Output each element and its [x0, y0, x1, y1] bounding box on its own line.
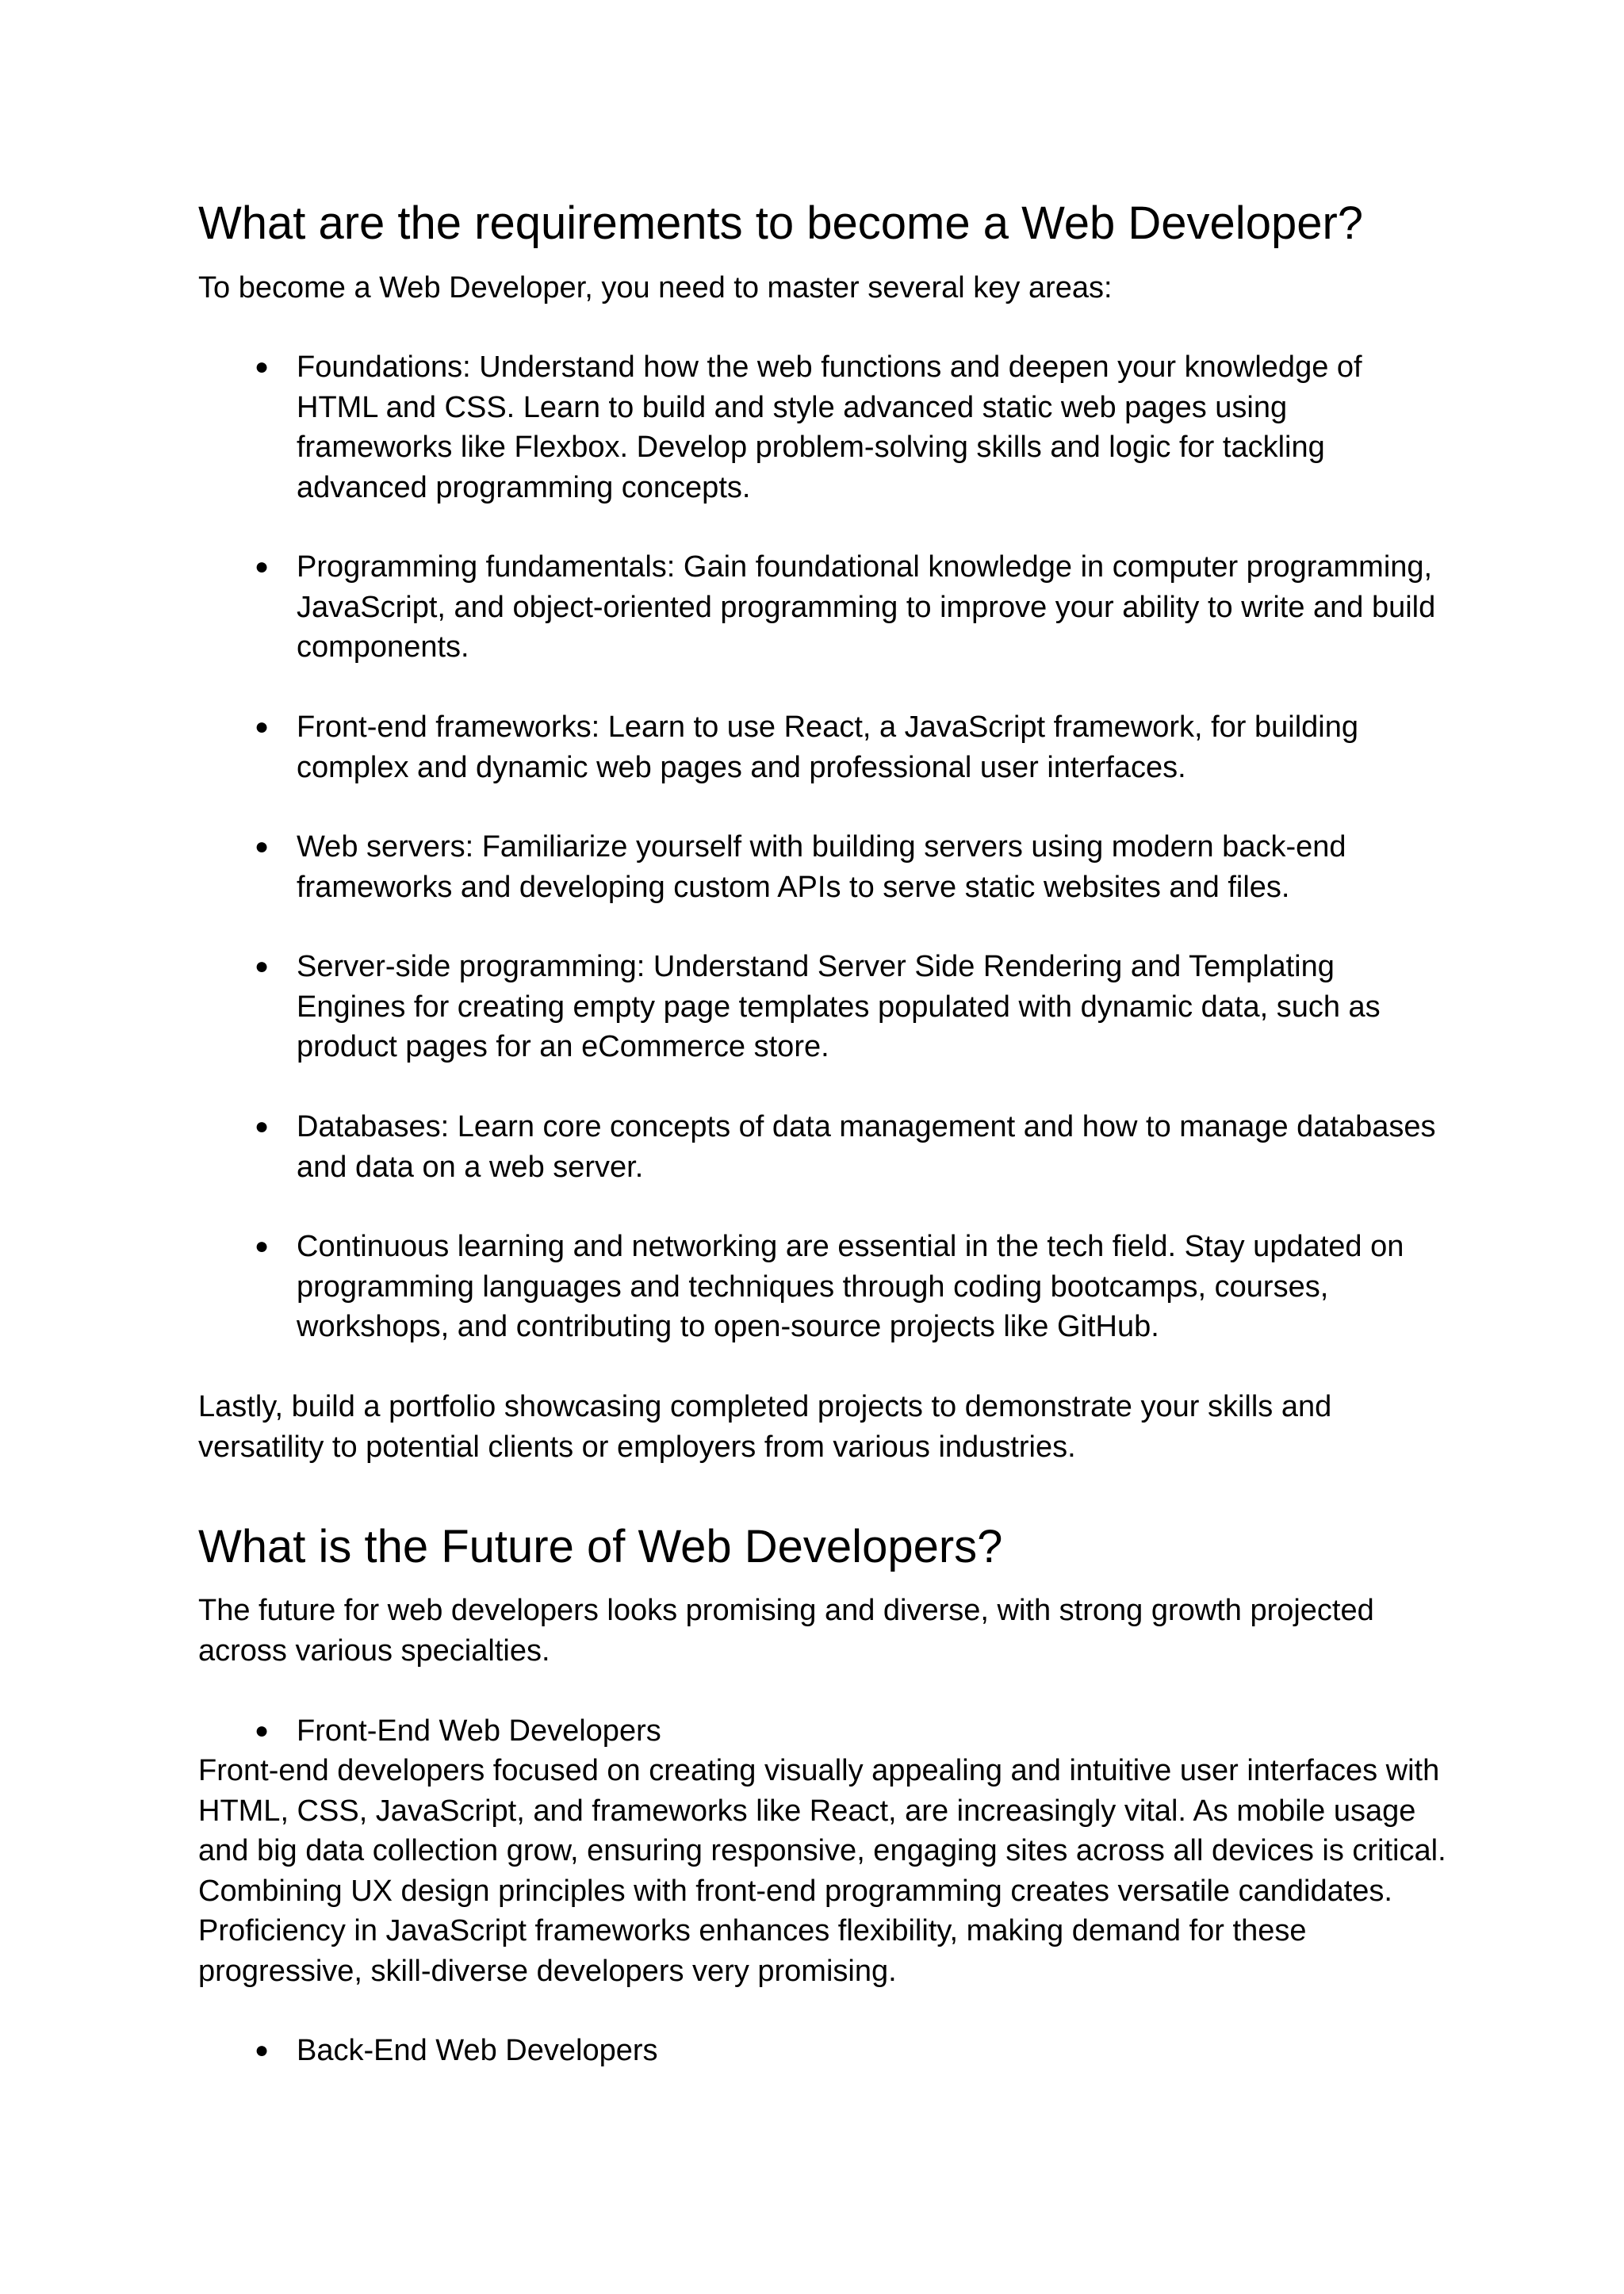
section-intro-future: The future for web developers looks promising and diverse, with strong growth projected across various specialties.: [198, 1594, 1374, 1668]
bullet-icon: ●: [254, 553, 270, 580]
list-item-text: Programming fundamentals: Gain foundational knowledge in computer programming, JavaScript, and object-oriented programming to improve your ability to write and build components.: [297, 550, 1436, 664]
bullet-icon: ●: [254, 953, 270, 979]
list-item: [198, 547, 1451, 668]
list-item: [198, 1227, 1451, 1347]
list-item-text: Front-end frameworks: Learn to use React, a JavaScript framework, for building complex and dynamic web pages and professional user interfaces.: [297, 710, 1359, 784]
bullet-icon: ●: [254, 2037, 270, 2063]
list-item: [198, 1711, 1451, 1752]
bullet-icon: ●: [254, 1233, 270, 1259]
list-item-text: Web servers: Familiarize yourself with building servers using modern back-end frameworks and developing custom APIs to serve static websites and files.: [297, 830, 1346, 904]
section-heading-requirements: What are the requirements to become a Web Developer?: [198, 197, 1364, 249]
list-item: [198, 827, 1451, 907]
list-item-text: Foundations: Understand how the web functions and deepen your knowledge of HTML and CSS. Learn to build and style advanced static web pages using frameworks like Flexbox. Develop problem-solving skills and logic for tackling advanced programming concepts.: [297, 350, 1362, 504]
subsection-body-frontend: Front-end developers focused on creating visually appealing and intuitive user interfaces with HTML, CSS, JavaScript, and frameworks like React, are increasingly vital. As mobile usage and big data collection grow, ensuring responsive, engaging sites across all devices is critical. Combining UX design principles with front-end programming creates versatile candidates. Proficiency in JavaScript frameworks enhances flexibility, making demand for these progressive, skill-diverse developers very promising.: [198, 1754, 1446, 1988]
list-item-text: Continuous learning and networking are essential in the tech field. Stay updated on programming languages and techniques through coding bootcamps, courses, workshops, and contributing to open-source projects like GitHub.: [297, 1230, 1404, 1343]
bullet-icon: ●: [254, 1718, 270, 1744]
list-item: [198, 347, 1451, 507]
subsection-title: Back-End Web Developers: [297, 2034, 658, 2067]
list-item: [198, 707, 1451, 787]
list-item-text: Databases: Learn core concepts of data management and how to manage databases and data on a web server.: [297, 1110, 1436, 1184]
list-item: [198, 2031, 1451, 2071]
list-item: [198, 947, 1451, 1067]
bullet-icon: ●: [254, 354, 270, 380]
subsection-title: Front-End Web Developers: [297, 1714, 661, 1748]
section-closing-paragraph: Lastly, build a portfolio showcasing completed projects to demonstrate your skills and versatility to potential clients or employers from various industries.: [198, 1390, 1332, 1464]
bullet-icon: ●: [254, 1113, 270, 1139]
bullet-icon: ●: [254, 714, 270, 740]
list-item-text: Server-side programming: Understand Server Side Rendering and Templating Engines for creating empty page templates populated with dynamic data, such as product pages for an eCommerce store.: [297, 950, 1381, 1063]
list-item: [198, 1107, 1451, 1187]
bullet-icon: ●: [254, 833, 270, 860]
section-intro-requirements: To become a Web Developer, you need to master several key areas:: [198, 271, 1113, 304]
section-heading-future: What is the Future of Web Developers?: [198, 1521, 1003, 1572]
